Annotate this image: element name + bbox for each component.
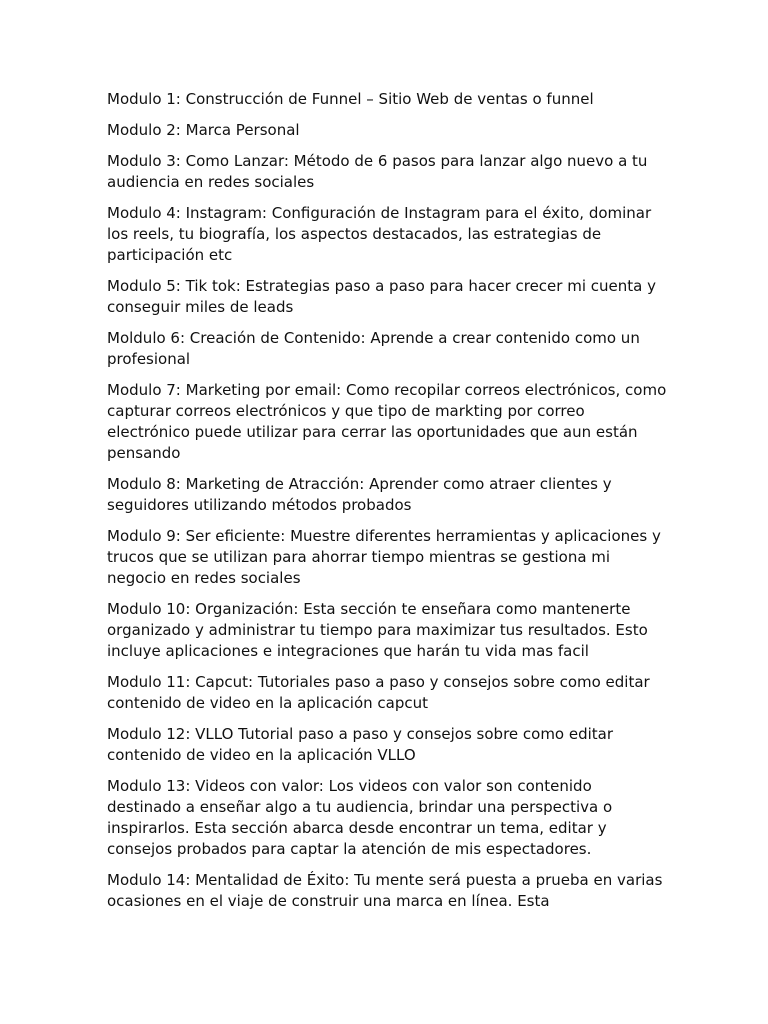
module-6-text: Moldulo 6: Creación de Contenido: Aprende a crear contenido como un profesional — [107, 329, 640, 368]
module-10-text: Modulo 10: Organización: Esta sección te enseñara como mantenerte organizado y administrar tu tiempo para maximizar tus resultados. Esto incluye aplicaciones e integraciones que harán tu vida mas facil — [107, 600, 648, 660]
module-9-text: Modulo 9: Ser eficiente: Muestre diferentes herramientas y aplicaciones y trucos que se utilizan para ahorrar tiempo mientras se gestiona mi negocio en redes sociales — [107, 527, 661, 587]
module-8-text: Modulo 8: Marketing de Atracción: Aprender como atraer clientes y seguidores utilizando métodos probados — [107, 475, 612, 514]
module-4-text: Modulo 4: Instagram: Configuración de Instagram para el éxito, dominar los reels, tu biografía, los aspectos destacados, las estrategias de participación etc — [107, 204, 652, 264]
module-14-text: Modulo 14: Mentalidad de Éxito: Tu mente será puesta a prueba en varias ocasiones en el viaje de construir una marca en línea. Esta — [107, 871, 663, 910]
module-11-text: Modulo 11: Capcut: Tutoriales paso a paso y consejos sobre como editar contenido de video en la aplicación capcut — [107, 673, 650, 712]
module-2-text: Modulo 2: Marca Personal — [107, 121, 300, 139]
module-13-text: Modulo 13: Videos con valor: Los videos con valor son contenido destinado a enseñar algo a tu audiencia, brindar una perspectiva o inspirarlos. Esta sección abarca desde encontrar un tema, editar y consejos probados para captar la atención de mis espectadores. — [107, 777, 613, 858]
module-3-text: Modulo 3: Como Lanzar: Método de 6 pasos para lanzar algo nuevo a tu audiencia en redes sociales — [107, 152, 648, 191]
module-1-text: Modulo 1: Construcción de Funnel – Sitio Web de ventas o funnel — [107, 90, 594, 108]
module-5-text: Modulo 5: Tik tok: Estrategias paso a paso para hacer crecer mi cuenta y conseguir miles de leads — [107, 277, 656, 316]
module-12-text: Modulo 12: VLLO Tutorial paso a paso y consejos sobre como editar contenido de video en la aplicación VLLO — [107, 725, 614, 764]
document-page — [107, 89, 667, 922]
module-7-text: Modulo 7: Marketing por email: Como recopilar correos electrónicos, como capturar correos electrónicos y que tipo de markting por correo electrónico puede utilizar para cerrar las oportunidades que aun están pensando — [107, 381, 667, 462]
